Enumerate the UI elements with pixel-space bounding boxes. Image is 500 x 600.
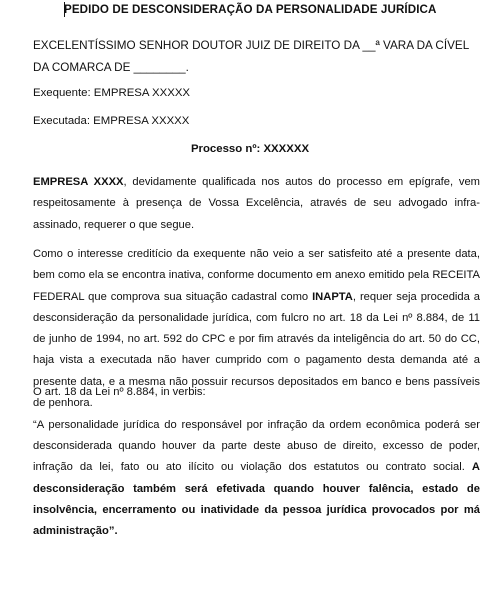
- court-address: [33, 35, 480, 78]
- executada-line: Executada: EMPRESA XXXXX: [33, 115, 190, 127]
- document-title: PEDIDO DE DESCONSIDERAÇÃO DA PERSONALIDADE JURÍDICA: [64, 3, 437, 16]
- paragraph-request-text-b: , requer seja procedida a desconsideração da personalidade jurídica, com fulcro no art. 18 da Lei nº 8.884, de 11 de junho de 1994, no art. 592 do CPC e por fim através da inteligência do art. 50 do CC, haja vista a executada não haver cumprido com o pagamento desta demanda até a presente data, e a mesma não possuir recursos depositados em banco e bens passíveis de penhora.: [33, 290, 481, 410]
- paragraph-quote: [33, 415, 480, 542]
- paragraph-intro: [33, 172, 480, 236]
- status-inapta: INAPTA: [312, 290, 353, 303]
- paragraph-quote-bold: A desconsideração também será efetivada quando houver falência, estado de insolvência, encerramento ou inatividade da pessoa jurídica provocados por má administração”.: [33, 461, 480, 538]
- exequente-line: Exequente: EMPRESA XXXXX: [33, 87, 191, 99]
- process-number: Processo nº: XXXXXX: [190, 143, 310, 155]
- cut-off-footnote: [33, 592, 480, 600]
- paragraph-request-text-a: Como o interesse creditício da exequente não veio a ser satisfeito até a presente data, bem como ela se encontra inativa, conforme documento em anexo emitido pela RECEITA FEDERAL que comprova sua situação cadastral como: [33, 248, 480, 303]
- company-name: EMPRESA XXXX: [33, 176, 124, 188]
- court-address-line-2: DA COMARCA DE ________.: [33, 60, 189, 74]
- paragraph-intro-text: , devidamente qualificada nos autos do processo em epígrafe, vem respeitosamente à presença de Vossa Excelência, através de seu advogado infra-assinado, requerer o que segue.: [33, 176, 480, 231]
- paragraph-quote-text: “A personalidade jurídica do responsável por infração da ordem econômica poderá ser desconsiderada quando houver da parte deste abuso de direito, excesso de poder, infração da lei, fato ou ato ilícito ou violação dos estatutos ou contrato social.: [33, 419, 480, 474]
- paragraph-law-reference: O art. 18 da Lei nº 8.884, in verbis:: [33, 386, 206, 398]
- court-address-line-1: EXCELENTÍSSIMO SENHOR DOUTOR JUIZ DE DIREITO DA __ª VARA DA CÍVEL: [33, 39, 470, 52]
